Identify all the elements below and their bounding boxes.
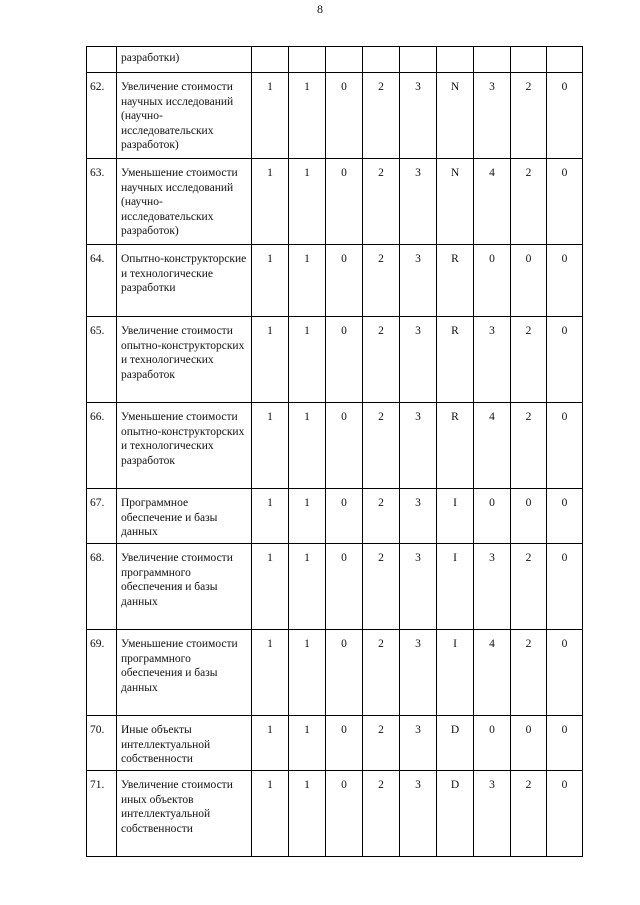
code-cell-8: 2 bbox=[511, 403, 547, 489]
code-cell-5: 3 bbox=[400, 489, 437, 544]
code-cell-7: 0 bbox=[474, 489, 511, 544]
code-cell-4: 2 bbox=[363, 403, 400, 489]
code-cell-1: 1 bbox=[252, 630, 289, 716]
code-cell-6: I bbox=[437, 544, 474, 630]
page-number: 8 bbox=[317, 2, 323, 16]
code-cell-7: 3 bbox=[474, 317, 511, 403]
code-cell-4 bbox=[363, 47, 400, 73]
table-row bbox=[87, 47, 583, 73]
code-cell-7: 4 bbox=[474, 630, 511, 716]
code-cell-6: D bbox=[437, 716, 474, 771]
code-cell-8: 0 bbox=[511, 716, 547, 771]
code-cell-1: 1 bbox=[252, 544, 289, 630]
code-cell-3: 0 bbox=[326, 245, 363, 317]
code-cell-7: 0 bbox=[474, 716, 511, 771]
code-cell-7: 0 bbox=[474, 245, 511, 317]
code-cell-8: 2 bbox=[511, 73, 547, 159]
code-cell-3: 0 bbox=[326, 159, 363, 245]
code-cell-4: 2 bbox=[363, 317, 400, 403]
row-number-cell bbox=[87, 47, 117, 73]
code-cell-9: 0 bbox=[547, 317, 583, 403]
code-cell-6: R bbox=[437, 245, 474, 317]
code-cell-8: 2 bbox=[511, 317, 547, 403]
code-cell-5: 3 bbox=[400, 317, 437, 403]
table-row bbox=[87, 245, 583, 317]
code-cell-6: I bbox=[437, 489, 474, 544]
code-cell-2: 1 bbox=[289, 403, 326, 489]
code-cell-2: 1 bbox=[289, 317, 326, 403]
code-cell-3: 0 bbox=[326, 489, 363, 544]
code-cell-3: 0 bbox=[326, 317, 363, 403]
code-cell-7 bbox=[474, 47, 511, 73]
code-cell-3: 0 bbox=[326, 403, 363, 489]
code-cell-9: 0 bbox=[547, 544, 583, 630]
table-row bbox=[87, 159, 583, 245]
code-cell-1: 1 bbox=[252, 245, 289, 317]
code-cell-4: 2 bbox=[363, 489, 400, 544]
code-cell-7: 4 bbox=[474, 159, 511, 245]
code-cell-9: 0 bbox=[547, 771, 583, 857]
table-row bbox=[87, 489, 583, 544]
item-name-cell: Программное обеспечение и базы данных bbox=[117, 489, 252, 544]
row-number-cell: 65. bbox=[87, 317, 117, 403]
code-cell-3: 0 bbox=[326, 73, 363, 159]
code-cell-3: 0 bbox=[326, 544, 363, 630]
code-cell-7: 3 bbox=[474, 771, 511, 857]
code-cell-5: 3 bbox=[400, 630, 437, 716]
item-name-cell: Уменьшение стоимости опытно-конструкторских и технологических разработок bbox=[117, 403, 252, 489]
code-cell-1: 1 bbox=[252, 771, 289, 857]
code-cell-1: 1 bbox=[252, 403, 289, 489]
code-cell-4: 2 bbox=[363, 630, 400, 716]
code-cell-9: 0 bbox=[547, 403, 583, 489]
item-name-cell: Уменьшение стоимости научных исследований (научно-исследовательских разработок) bbox=[117, 159, 252, 245]
code-cell-8: 0 bbox=[511, 489, 547, 544]
item-name-cell: Уменьшение стоимости программного обеспечения и базы данных bbox=[117, 630, 252, 716]
code-cell-4: 2 bbox=[363, 159, 400, 245]
code-cell-8: 0 bbox=[511, 245, 547, 317]
code-cell-2: 1 bbox=[289, 489, 326, 544]
table-row bbox=[87, 73, 583, 159]
row-number-cell: 68. bbox=[87, 544, 117, 630]
code-cell-8 bbox=[511, 47, 547, 73]
item-name-cell: Увеличение стоимости иных объектов интеллектуальной собственности bbox=[117, 771, 252, 857]
code-cell-9 bbox=[547, 47, 583, 73]
code-cell-1: 1 bbox=[252, 317, 289, 403]
code-cell-1 bbox=[252, 47, 289, 73]
code-cell-6: R bbox=[437, 403, 474, 489]
code-cell-1: 1 bbox=[252, 716, 289, 771]
row-number-cell: 69. bbox=[87, 630, 117, 716]
code-cell-1: 1 bbox=[252, 73, 289, 159]
code-cell-2: 1 bbox=[289, 630, 326, 716]
code-cell-1: 1 bbox=[252, 159, 289, 245]
table-row bbox=[87, 630, 583, 716]
code-cell-8: 2 bbox=[511, 544, 547, 630]
code-cell-2: 1 bbox=[289, 159, 326, 245]
code-cell-6 bbox=[437, 47, 474, 73]
code-cell-5 bbox=[400, 47, 437, 73]
code-cell-5: 3 bbox=[400, 716, 437, 771]
code-cell-4: 2 bbox=[363, 544, 400, 630]
item-name-cell: Увеличение стоимости научных исследований (научно-исследовательских разработок) bbox=[117, 73, 252, 159]
item-name-cell: Увеличение стоимости опытно-конструкторских и технологических разработок bbox=[117, 317, 252, 403]
row-number-cell: 70. bbox=[87, 716, 117, 771]
table-row bbox=[87, 544, 583, 630]
code-cell-8: 2 bbox=[511, 159, 547, 245]
code-cell-8: 2 bbox=[511, 630, 547, 716]
code-cell-6: N bbox=[437, 159, 474, 245]
row-number-cell: 67. bbox=[87, 489, 117, 544]
code-cell-4: 2 bbox=[363, 716, 400, 771]
code-cell-5: 3 bbox=[400, 73, 437, 159]
code-cell-6: R bbox=[437, 317, 474, 403]
code-cell-3: 0 bbox=[326, 771, 363, 857]
code-cell-3 bbox=[326, 47, 363, 73]
code-cell-6: D bbox=[437, 771, 474, 857]
classification-table bbox=[86, 46, 583, 857]
code-cell-3: 0 bbox=[326, 716, 363, 771]
code-cell-8: 2 bbox=[511, 771, 547, 857]
code-cell-2: 1 bbox=[289, 771, 326, 857]
item-name-cell: разработки) bbox=[117, 47, 252, 73]
code-cell-2: 1 bbox=[289, 716, 326, 771]
code-cell-4: 2 bbox=[363, 771, 400, 857]
table-row bbox=[87, 771, 583, 857]
row-number-cell: 63. bbox=[87, 159, 117, 245]
code-cell-9: 0 bbox=[547, 159, 583, 245]
code-cell-5: 3 bbox=[400, 403, 437, 489]
code-cell-6: N bbox=[437, 73, 474, 159]
code-cell-2: 1 bbox=[289, 245, 326, 317]
code-cell-9: 0 bbox=[547, 73, 583, 159]
code-cell-9: 0 bbox=[547, 245, 583, 317]
code-cell-9: 0 bbox=[547, 716, 583, 771]
row-number-cell: 71. bbox=[87, 771, 117, 857]
code-cell-2: 1 bbox=[289, 73, 326, 159]
code-cell-6: I bbox=[437, 630, 474, 716]
code-cell-3: 0 bbox=[326, 630, 363, 716]
code-cell-5: 3 bbox=[400, 771, 437, 857]
row-number-cell: 62. bbox=[87, 73, 117, 159]
table-row bbox=[87, 716, 583, 771]
code-cell-5: 3 bbox=[400, 159, 437, 245]
code-cell-5: 3 bbox=[400, 544, 437, 630]
code-cell-2: 1 bbox=[289, 544, 326, 630]
row-number-cell: 64. bbox=[87, 245, 117, 317]
code-cell-4: 2 bbox=[363, 245, 400, 317]
item-name-cell: Иные объекты интеллектуальной собственности bbox=[117, 716, 252, 771]
table-row bbox=[87, 403, 583, 489]
code-cell-7: 4 bbox=[474, 403, 511, 489]
row-number-cell: 66. bbox=[87, 403, 117, 489]
code-cell-2 bbox=[289, 47, 326, 73]
code-cell-9: 0 bbox=[547, 489, 583, 544]
code-cell-7: 3 bbox=[474, 73, 511, 159]
code-cell-7: 3 bbox=[474, 544, 511, 630]
code-cell-9: 0 bbox=[547, 630, 583, 716]
code-cell-4: 2 bbox=[363, 73, 400, 159]
table-row bbox=[87, 317, 583, 403]
item-name-cell: Увеличение стоимости программного обеспечения и базы данных bbox=[117, 544, 252, 630]
code-cell-5: 3 bbox=[400, 245, 437, 317]
code-cell-1: 1 bbox=[252, 489, 289, 544]
item-name-cell: Опытно-конструкторские и технологические разработки bbox=[117, 245, 252, 317]
